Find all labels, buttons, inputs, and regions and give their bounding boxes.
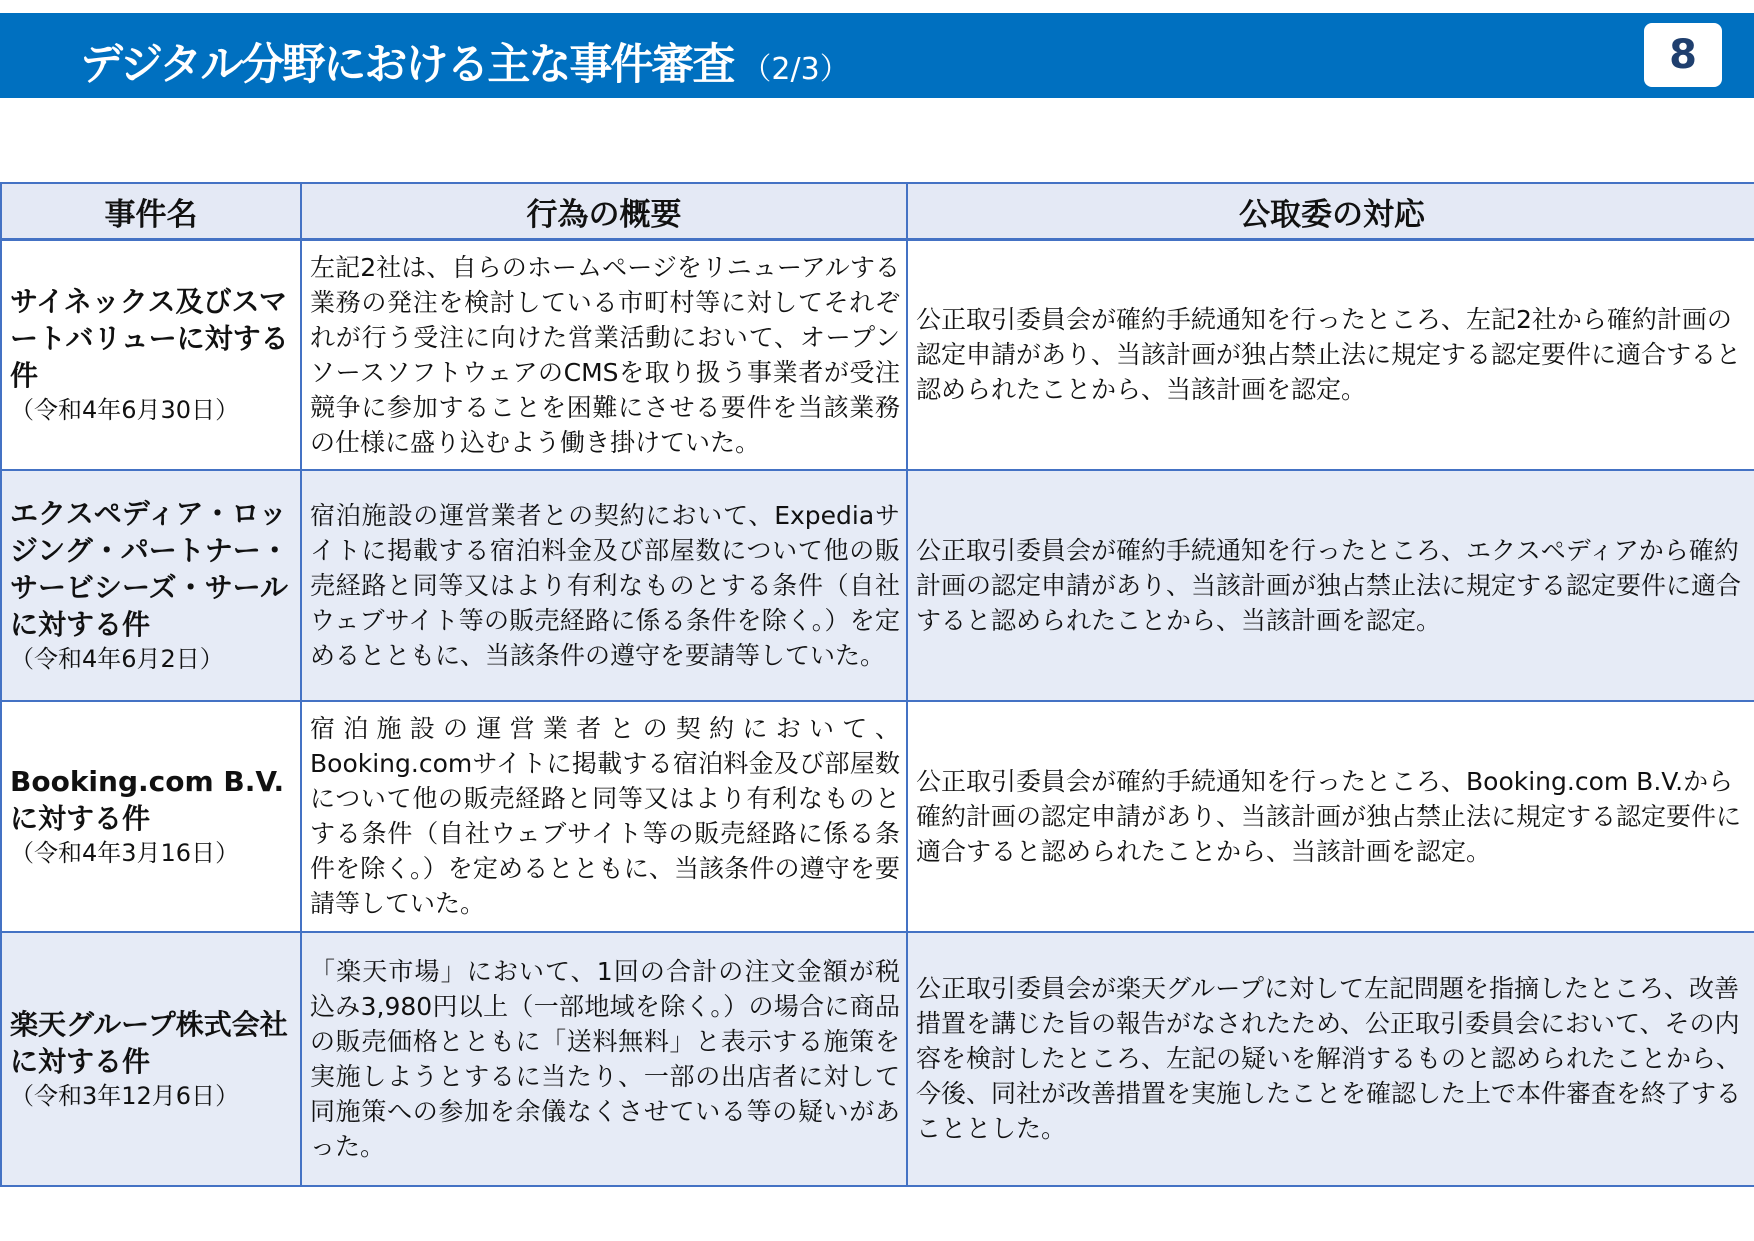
- cases-table: [0, 182, 1754, 1187]
- column-header-response: 公取委の対応: [907, 183, 1754, 240]
- case-date: （令和4年3月16日）: [10, 839, 240, 867]
- page-title: [80, 31, 850, 92]
- case-date: （令和4年6月2日）: [10, 645, 224, 673]
- case-response: 公正取引委員会が確約手続通知を行ったところ、左記2社から確約計画の認定申請があり、当該計画が独占禁止法に規定する認定要件に適合すると認められたことから、当該計画を認定。: [907, 240, 1754, 470]
- title-text: デジタル分野における主な事件審査: [80, 40, 734, 90]
- case-name: エクスペディア・ロッジング・パートナー・サービシーズ・サールに対する件: [10, 497, 289, 641]
- case-summary: 左記2社は、自らのホームページをリニューアルする業務の発注を検討している市町村等に対してそれぞれが行う受注に向けた営業活動において、オープンソースソフトウェアのCMSを取り扱う事業者が受注競争に参加することを困難にさせる要件を当該業務の仕様に盛り込むよう働き掛けていた。: [301, 240, 907, 470]
- case-response: 公正取引委員会が確約手続通知を行ったところ、Booking.com B.V.から確約計画の認定申請があり、当該計画が独占禁止法に規定する認定要件に適合すると認められたことから、当該計画を認定。: [907, 701, 1754, 932]
- case-response: 公正取引委員会が確約手続通知を行ったところ、エクスペディアから確約計画の認定申請があり、当該計画が独占禁止法に規定する認定要件に適合すると認められたことから、当該計画を認定。: [907, 470, 1754, 701]
- case-summary: 宿泊施設の運営業者との契約において、Booking.comサイトに掲載する宿泊料金及び部屋数について他の販売経路と同等又はより有利なものとする条件（自社ウェブサイト等の販売経路に係る条件を除く。）を定めるとともに、当該条件の遵守を要請等していた。: [301, 701, 907, 932]
- table-row: [1, 240, 1754, 470]
- case-summary: 「楽天市場」において、1回の合計の注文金額が税込み3,980円以上（一部地域を除く。）の場合に商品の販売価格とともに「送料無料」と表示する施策を実施しようとするに当たり、一部の出店者に対して同施策への参加を余儀なくさせている等の疑いがあった。: [301, 932, 907, 1186]
- case-response: 公正取引委員会が楽天グループに対して左記問題を指摘したところ、改善措置を講じた旨の報告がなされたため、公正取引委員会において、その内容を検討したところ、左記の疑いを解消するものと認められたことから、今後、同社が改善措置を実施したことを確認した上で本件審査を終了することとした。: [907, 932, 1754, 1186]
- page-number-badge: 8: [1644, 23, 1722, 87]
- case-name-cell: [1, 240, 301, 470]
- table-row: [1, 470, 1754, 701]
- table-header-row: [1, 183, 1754, 240]
- table-row: [1, 701, 1754, 932]
- case-name-cell: [1, 470, 301, 701]
- case-name: 楽天グループ株式会社に対する件: [10, 1007, 288, 1078]
- table-row: [1, 932, 1754, 1186]
- column-header-summary: 行為の概要: [301, 183, 907, 240]
- case-name: サイネックス及びスマートバリューに対する件: [10, 285, 289, 393]
- column-header-case-name: 事件名: [1, 183, 301, 240]
- case-name-cell: [1, 932, 301, 1186]
- case-name-cell: [1, 701, 301, 932]
- case-name: Booking.com B.V.に対する件: [10, 765, 285, 835]
- case-summary: 宿泊施設の運営業者との契約において、Expediaサイトに掲載する宿泊料金及び部屋数について他の販売経路と同等又はより有利なものとする条件（自社ウェブサイト等の販売経路に係る条件を除く。）を定めるとともに、当該条件の遵守を要請等していた。: [301, 470, 907, 701]
- case-date: （令和4年6月30日）: [10, 396, 240, 425]
- case-date: （令和3年12月6日）: [10, 1081, 240, 1110]
- page-subtitle: （2/3）: [741, 52, 850, 87]
- title-bar: [0, 13, 1754, 98]
